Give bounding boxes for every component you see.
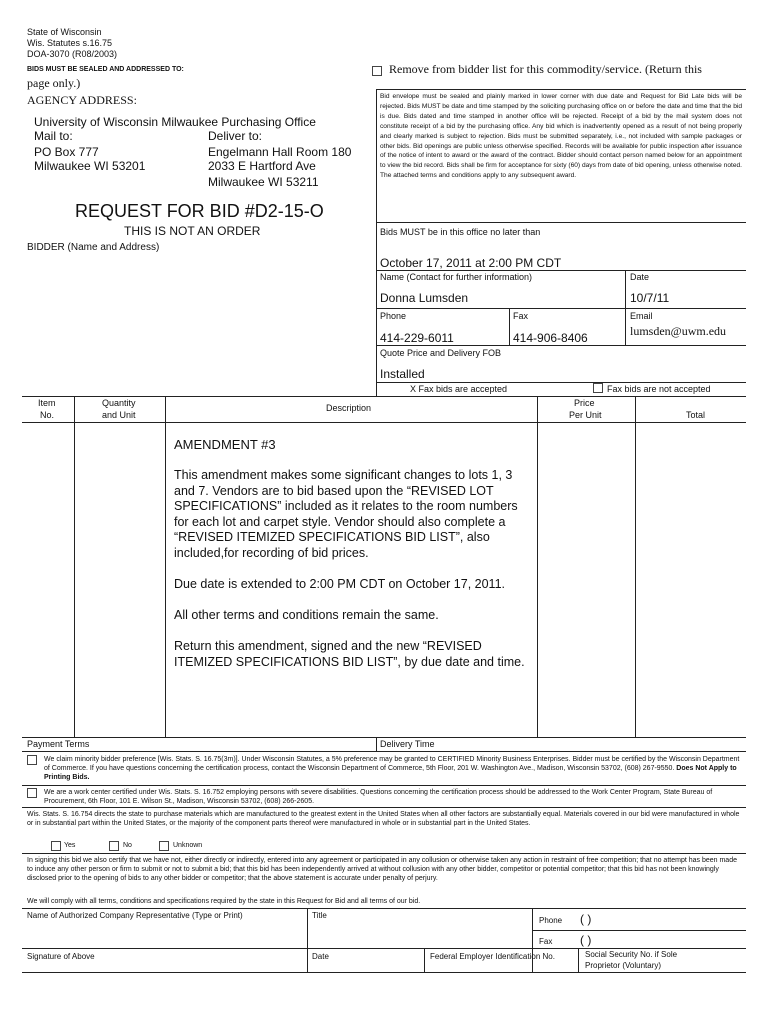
amendment-paragraph-1: This amendment makes some significant changes to lots 1, 3 and 7. Vendors are to bid based upon the “REVISED LOT SPECIFICATIONS” included as it relates to the room numbers for each lot and carpet style. Vendor should also complete a “REVISED ITEMIZED SPECIFICATIONS BID LIST”, also included,for recording of bid prices. (174, 468, 518, 560)
page-title: REQUEST FOR BID #D2-15-O (75, 201, 324, 221)
deliver-address-line3: Milwaukee WI 53211 (208, 175, 319, 189)
bidder-label: BIDDER (Name and Address) (27, 242, 160, 253)
col-total: Total (686, 410, 706, 420)
sig-phone-label: Phone (539, 916, 563, 925)
sig-fax-label: Fax (539, 937, 553, 946)
signature-label: Signature of Above (27, 952, 95, 961)
not-an-order-label: THIS IS NOT AN ORDER (124, 224, 261, 238)
agency-address-label: AGENCY ADDRESS: (27, 93, 137, 107)
minority-preference-checkbox[interactable] (27, 755, 37, 765)
deliver-to-label: Deliver to: (208, 129, 263, 143)
fax-not-accepted-checkbox[interactable] (593, 383, 603, 393)
mail-to-label: Mail to: (34, 129, 73, 143)
remove-bidder-checkbox[interactable] (372, 66, 382, 76)
payment-terms-label: Payment Terms (27, 739, 90, 749)
amendment-heading: AMENDMENT #3 (174, 437, 276, 452)
deliver-address-line2: 2033 E Hartford Ave (208, 159, 316, 173)
bid-instructions: Bid envelope must be sealed and plainly marked in lower corner with due date and Request for Bid Late bids will be rejected. Bids MUST be date and time stamped by the soliciting purchasing office on or before the date and time that the bid is due. Bids dated and time stamped in another office will be rejected. Receipt of a bid by the mail system does not constitute receipt of a bid by the purchasing office. Any bid which is inadvertently opened as a result of not being properly and clearly marked is subject to rejection. Bids must be submitted separately, i.e., not included with sample packages or other bids. Bid openings are public unless otherwise specified. Records will be available for public inspection after issuance of the notice of intent to award or the award of the contract. Bidder should contact person named below for an appointment to view the bid record. Bids shall be firm for acceptance for sixty (60) days from date of bid opening, unless otherwise noted. The attached terms and conditions apply to any subsequent award. (380, 93, 742, 180)
fein-label: Federal Employer Identification No. (430, 952, 555, 961)
representative-name-label: Name of Authorized Company Representative (Type or Print) (27, 911, 243, 920)
yes-label: Yes (64, 842, 76, 849)
signature-date-label: Date (312, 952, 329, 961)
amendment-paragraph-2: Due date is extended to 2:00 PM CDT on October 17, 2011. (174, 577, 505, 591)
fax-value: 414-906-8406 (513, 331, 588, 345)
work-center-checkbox[interactable] (27, 788, 37, 798)
ssn-label: Social Security No. if Sole (585, 950, 678, 959)
col-item-line2: No. (40, 410, 55, 420)
col-description: Description (326, 403, 372, 413)
agency-name: University of Wisconsin Milwaukee Purchasing Office (34, 115, 316, 129)
comply-statement: We will comply with all terms, conditions and specifications required by the state in this Request for Bid and all terms of our bid. (27, 898, 421, 905)
date-value: 10/7/11 (630, 291, 670, 305)
mail-address-line2: Milwaukee WI 53201 (34, 159, 146, 173)
col-item-line1: Item (38, 398, 56, 408)
contact-name-label: Name (Contact for further information) (380, 272, 533, 282)
minority-preference-text: We claim minority bidder preference [Wis. Stats. S. 16.75(3m)]. Under Wisconsin Statutes, a 5% preference may be granted to CERTIFIED Minority Business Enterprises. Bidder must be certified by the Wisconsin Department of Commerce. If you have questions concerning the certification process, contact the Wisconsin Department of Commerce, 5th Floor, 201 W. Washington Ave., Madison, Wisconsin 53702, (608) 267-9550. Does Not Apply to Printing Bids. (44, 756, 740, 781)
remove-bidder-text: Remove from bidder list for this commodity/service. (Return this (389, 62, 702, 76)
phone-value: 414-229-6011 (380, 331, 454, 345)
col-price-line1: Price (574, 398, 595, 408)
fax-accepted-option[interactable]: X Fax bids are accepted (410, 384, 508, 394)
email-label: Email (630, 311, 653, 321)
sig-phone-field[interactable]: ( ) (580, 912, 592, 926)
no-label: No (123, 842, 132, 849)
due-date-value: October 17, 2011 at 2:00 PM CDT (380, 256, 562, 270)
amendment-paragraph-3: All other terms and conditions remain the same. (174, 608, 439, 622)
deliver-address-line1: Engelmann Hall Room 180 (208, 145, 352, 159)
phone-label: Phone (380, 311, 407, 321)
bids-sealed-label: BIDS MUST BE SEALED AND ADDRESSED TO: (27, 66, 184, 73)
collusion-certification: In signing this bid we also certify that we have not, either directly or indirectly, entered into any agreement or participated in any collusion or otherwise taken any action in restraint of free competition; that no attempt has been made to induce any other person or firm to submit or not to submit a bid; that this bid has been independently arrived at without collusion with any other bidder, competitor or potential competitor; that this bid has not been knowingly disclosed prior to the opening of bids to any other bidder or competitor; that the above statement is accurate under penalty of perjury. (27, 857, 737, 882)
title-label: Title (312, 911, 327, 920)
delivery-time-label: Delivery Time (380, 739, 435, 749)
fax-not-accepted-label: Fax bids are not accepted (607, 384, 711, 394)
col-price-line2: Per Unit (569, 410, 602, 420)
amendment-paragraph-4: Return this amendment, signed and the new “REVISED ITEMIZED SPECIFICATIONS BID LIST”, by due date and time. (174, 639, 525, 669)
col-quantity-line2: and Unit (102, 410, 136, 420)
page-only-text: page only.) (27, 76, 81, 90)
fob-label: Quote Price and Delivery FOB (380, 348, 502, 358)
col-quantity-line1: Quantity (102, 398, 136, 408)
due-label: Bids MUST be in this office no later than (380, 227, 541, 237)
us-manufacture-statement: Wis. Stats. S. 16.754 directs the state to purchase materials which are manufactured to the greatest extent in the United States when all other factors are substantially equal. Materials covered in our bid were manufactured in whole or in substantial part within the United States, or the majority of the component parts thereof were manufactured in whole or in substantial part in the United States. (27, 811, 740, 827)
form-number: DOA-3070 (R08/2003) (27, 49, 118, 59)
no-checkbox[interactable] (109, 841, 119, 851)
statute-ref: Wis. Statutes s.16.75 (27, 38, 113, 48)
work-center-text: We are a work center certified under Wis. Stats. S. 16.752 employing persons with severe disabilities. Questions concerning the certification process should be addressed to the Work Center Program, State Bureau of Procurement, 6th Floor, 101 E. Wilson St., Madison, Wisconsin 53702, (608) 266-2605. (44, 789, 713, 805)
contact-name-value: Donna Lumsden (380, 291, 469, 305)
mail-address-line1: PO Box 777 (34, 145, 99, 159)
ssn-label-line2: Proprietor (Voluntary) (585, 961, 662, 970)
email-value: lumsden@uwm.edu (630, 324, 727, 338)
fob-value: Installed (380, 367, 425, 381)
yes-checkbox[interactable] (51, 841, 61, 851)
date-label: Date (630, 272, 650, 282)
state-name: State of Wisconsin (27, 27, 102, 37)
sig-fax-field[interactable]: ( ) (580, 933, 592, 947)
unknown-checkbox[interactable] (159, 841, 169, 851)
unknown-label: Unknown (173, 842, 203, 849)
fax-label: Fax (513, 311, 529, 321)
